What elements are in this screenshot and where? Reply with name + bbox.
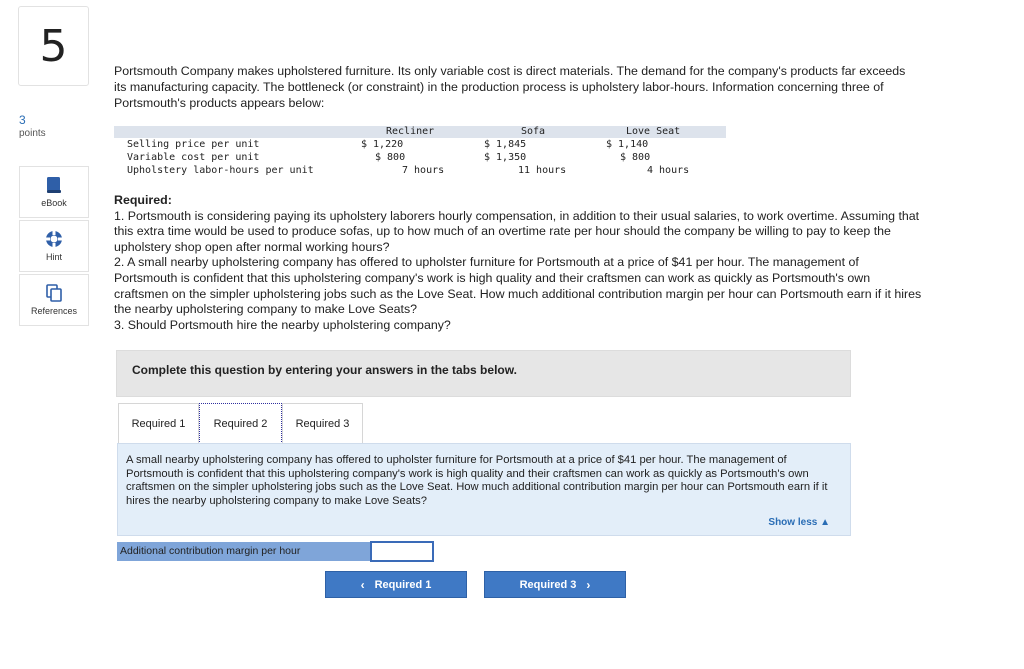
question-box	[117, 443, 851, 536]
intro-text: Portsmouth Company makes upholstered furniture. Its only variable cost is direct materials. The demand for the company's products far exceeds its manufacturing capacity. The bottleneck (or constraint) in the production process is upholstery labor-hours. Information concerning three of Portsmouth's products appears below:	[114, 64, 906, 110]
question-number-box	[18, 6, 89, 86]
ebook-label: eBook	[41, 198, 67, 208]
table-row	[114, 151, 726, 164]
required-section	[114, 193, 922, 333]
table-row	[114, 164, 726, 177]
next-button[interactable]	[484, 571, 626, 598]
recliner-value: $ 800	[375, 152, 406, 163]
show-less-label: Show less	[768, 517, 818, 528]
header-recliner: Recliner	[386, 126, 435, 137]
instructions-panel	[116, 350, 851, 397]
love-seat-value: $ 800	[620, 152, 651, 163]
required-item-3: 3. Should Portsmouth hire the nearby upholstering company?	[114, 317, 451, 332]
love-seat-value: 4 hours	[647, 165, 690, 176]
tab-required-3[interactable]: Required 3	[282, 403, 363, 444]
table-row	[114, 138, 726, 151]
references-icon	[46, 284, 62, 302]
header-love-seat: Love Seat	[626, 126, 681, 137]
book-icon	[46, 176, 62, 194]
product-table	[114, 126, 726, 177]
tab-required-2[interactable]: Required 2	[199, 403, 282, 444]
question-number: 5	[39, 20, 68, 72]
table-header-row	[114, 126, 726, 138]
chevron-right-icon: ›	[586, 577, 591, 592]
row-label: Variable cost per unit	[127, 152, 260, 163]
tab-required-1[interactable]: Required 1	[118, 403, 199, 444]
hint-button[interactable]	[19, 220, 89, 272]
recliner-value: $ 1,220	[361, 139, 404, 150]
references-button[interactable]	[19, 274, 89, 326]
answer-label: Additional contribution margin per hour	[117, 542, 370, 561]
row-label: Selling price per unit	[127, 139, 260, 150]
show-less-link[interactable]	[768, 517, 830, 528]
next-label: Required 3	[519, 578, 577, 591]
sofa-value: 11 hours	[518, 165, 567, 176]
answer-input[interactable]	[370, 541, 434, 562]
required-item-2: 2. A small nearby upholstering company has offered to upholster furniture for Portsmouth at a price of $41 per hour. The management of Portsmouth is confident that this upholstering company's work is high quality and their craftsmen can work as quickly as Portsmouth's own craftsmen on the simpler upholstering jobs such as the Love Seat. How much additional contribution margin per hour can Portsmouth earn if it hires the nearby upholstering company to make Love Seats?	[114, 255, 922, 317]
sofa-value: $ 1,845	[484, 139, 527, 150]
love-seat-value: $ 1,140	[606, 139, 649, 150]
sofa-value: $ 1,350	[484, 152, 527, 163]
required-title: Required:	[114, 193, 172, 207]
row-label: Upholstery labor-hours per unit	[127, 165, 314, 176]
required-item-1: 1. Portsmouth is considering paying its upholstery laborers hourly compensation, in addition to their usual salaries, to work overtime. Assuming that this extra time would be used to produce sofas, up to how much of an overtime rate per hour should the company be willing to pay to keep the upholstery shop open after normal working hours?	[114, 208, 920, 254]
question-text: A small nearby upholstering company has offered to upholster furniture for Portsmouth at a price of $41 per hour. The management of Portsmouth is confident that this upholstering company's work is high quality and their craftsmen can work as quickly as Portsmouth's own craftsmen on the simpler upholstering jobs such as the Love Seat. How much additional contribution margin per hour can Portsmouth earn if it hires the nearby upholstering company to make Love Seats?	[126, 454, 828, 507]
points-label: points	[19, 128, 46, 139]
prev-button[interactable]	[325, 571, 467, 598]
references-label: References	[30, 306, 78, 316]
instructions-text: Complete this question by entering your answers in the tabs below.	[132, 363, 517, 377]
chevron-left-icon: ‹	[360, 577, 365, 592]
ebook-button[interactable]	[19, 166, 89, 218]
prev-label: Required 1	[374, 578, 432, 591]
recliner-value: 7 hours	[402, 165, 445, 176]
hint-label: Hint	[45, 252, 62, 262]
lifebuoy-icon	[45, 230, 63, 248]
points-value: 3	[19, 113, 26, 127]
tab-bar	[118, 403, 363, 444]
header-sofa: Sofa	[521, 126, 546, 137]
caret-up-icon: ▲	[820, 517, 830, 528]
